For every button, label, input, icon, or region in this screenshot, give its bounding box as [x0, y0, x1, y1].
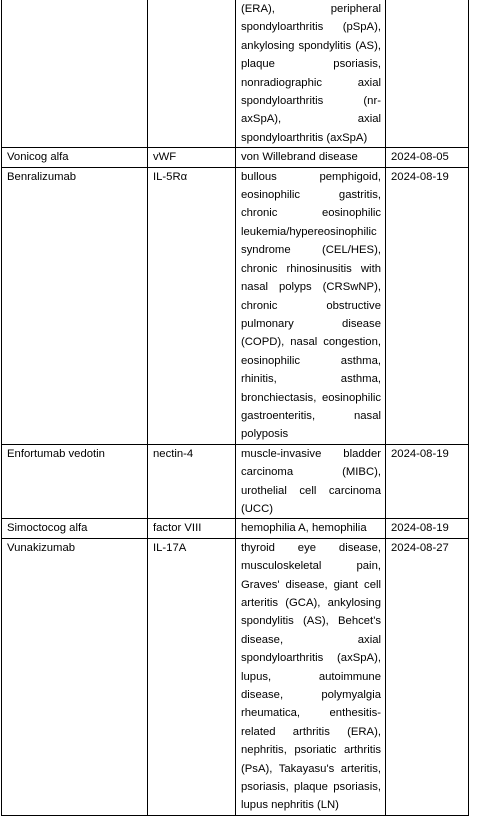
drug-approval-table	[1, 0, 469, 816]
approval-date-cell: 2024-08-05	[386, 148, 469, 167]
approval-date-cell	[386, 0, 469, 148]
table-row	[2, 519, 469, 538]
indications-cell: von Willebrand disease	[236, 148, 386, 167]
drug-name-cell: Enfortumab vedotin	[2, 444, 148, 519]
table-row	[2, 0, 469, 148]
target-cell: nectin-4	[148, 444, 236, 519]
approval-date-cell: 2024-08-19	[386, 167, 469, 444]
table-row	[2, 444, 469, 519]
table-row	[2, 167, 469, 444]
target-cell: vWF	[148, 148, 236, 167]
indications-cell: (ERA), peripheral spondyloarthritis (pSpA), ankylosing spondylitis (AS), plaque psoriasis, nonradiographic axial spondyloarthritis (nr-axSpA), axial spondyloarthritis (axSpA)	[236, 0, 386, 148]
indications-cell: bullous pemphigoid, eosinophilic gastritis, chronic eosinophilic leukemia/hypereosinophilic syndrome (CEL/HES), chronic rhinosinusitis with nasal polyps (CRSwNP), chronic obstructive pulmonary disease (COPD), nasal congestion, eosinophilic asthma, rhinitis, asthma, bronchiectasis, eosinophilic gastroenteritis, nasal polyposis	[236, 167, 386, 444]
table-row	[2, 538, 469, 815]
drug-name-cell: Simoctocog alfa	[2, 519, 148, 538]
approval-date-cell: 2024-08-19	[386, 519, 469, 538]
indications-cell: hemophilia A, hemophilia	[236, 519, 386, 538]
target-cell: IL-17A	[148, 538, 236, 815]
indications-cell: thyroid eye disease, musculoskeletal pain, Graves' disease, giant cell arteritis (GCA), ankylosing spondylitis (AS), Behcet's disease, axial spondyloarthritis (axSpA), lupus, autoimmune disease, polymyalgia rheumatica, enthesitis-related arthritis (ERA), nephritis, psoriatic arthritis (PsA), Takayasu's arteritis, psoriasis, plaque psoriasis, lupus nephritis (LN)	[236, 538, 386, 815]
target-cell: factor VIII	[148, 519, 236, 538]
table-row	[2, 148, 469, 167]
target-cell: IL-5Rα	[148, 167, 236, 444]
drug-name-cell: Benralizumab	[2, 167, 148, 444]
approval-date-cell: 2024-08-27	[386, 538, 469, 815]
drug-name-cell: Vonicog alfa	[2, 148, 148, 167]
approval-date-cell: 2024-08-19	[386, 444, 469, 519]
drug-name-cell: Vunakizumab	[2, 538, 148, 815]
indications-cell: muscle-invasive bladder carcinoma (MIBC), urothelial cell carcinoma (UCC)	[236, 444, 386, 519]
drug-name-cell	[2, 0, 148, 148]
target-cell	[148, 0, 236, 148]
